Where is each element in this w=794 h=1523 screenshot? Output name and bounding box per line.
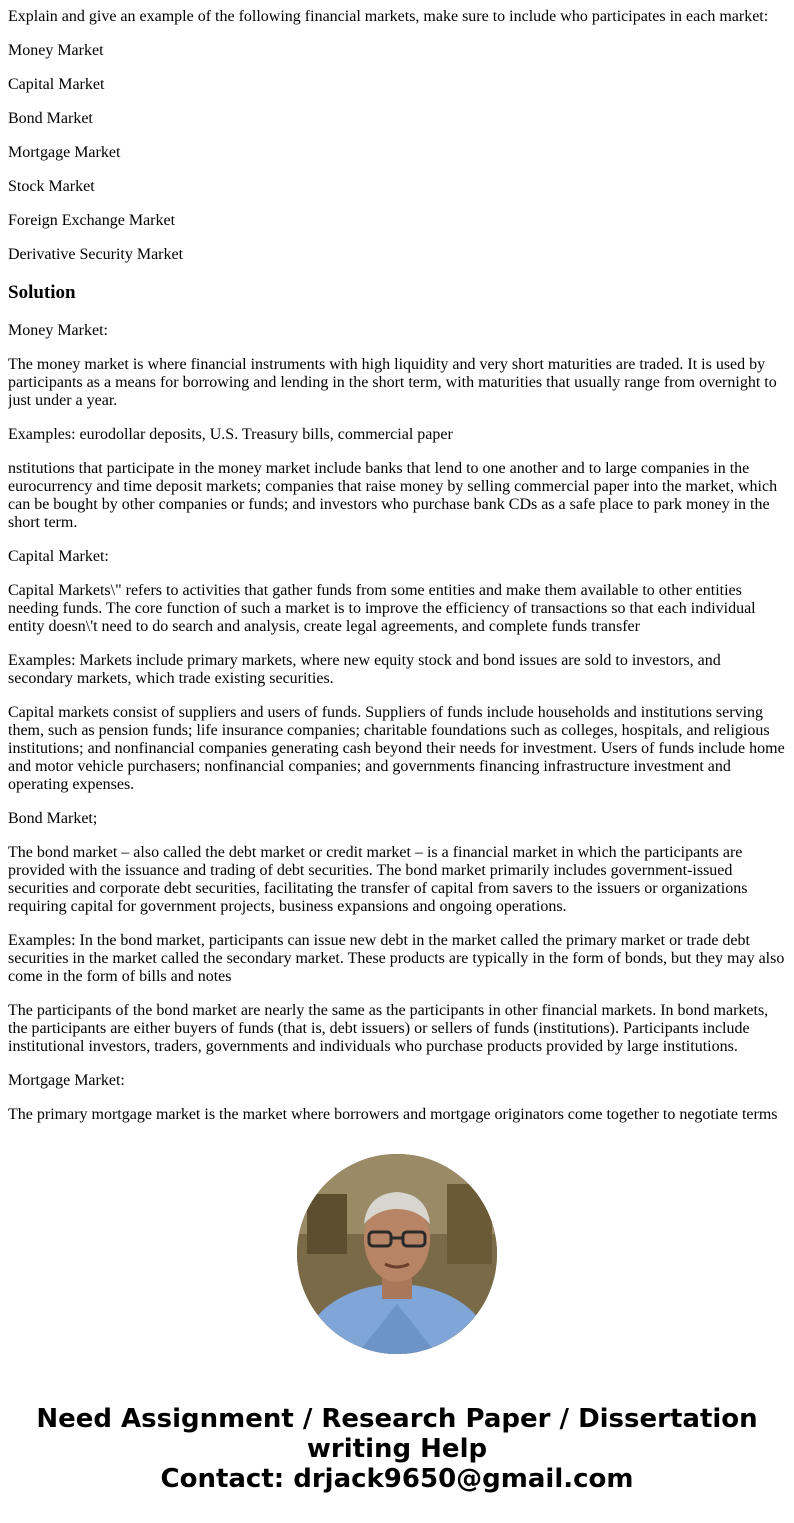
paragraph: The bond market – also called the debt market or credit market – is a financial market in which the participants are provided with the issuance and trading of debt securities. The bond market primarily includes government-issued securities and corporate debt securities, facilitating the transfer of capital from savers to the issuers or organizations requiring capital for government projects, business expansions and ongoing operations. [8, 844, 748, 915]
section-heading: Mortgage Market: [8, 1072, 125, 1089]
section-heading: Capital Market: [8, 548, 109, 565]
market-list-item: Stock Market [8, 178, 95, 195]
promo-contact[interactable]: Contact: drjack9650@gmail.com [160, 1464, 634, 1494]
market-list-item: Derivative Security Market [8, 246, 184, 263]
paragraph: The primary mortgage market is the market where borrowers and mortgage originators come together to negotiate terms [8, 1106, 778, 1123]
paragraph: Examples: Markets include primary markets, where new equity stock and bond issues are sold to investors, and secondary markets, which trade existing securities. [8, 652, 721, 687]
market-list-item: Bond Market [8, 110, 93, 127]
promo-line: writing Help [306, 1434, 488, 1464]
paragraph: Examples: eurodollar deposits, U.S. Treasury bills, commercial paper [8, 426, 453, 443]
avatar [297, 1154, 497, 1354]
person-photo-icon [297, 1154, 497, 1354]
paragraph: nstitutions that participate in the money market include banks that lend to one another and to large companies in the eurocurrency and time deposit markets; companies that raise money by selling commercial paper into the market, which can be bought by other companies or funds; and investors who purchase bank CDs as a safe place to park money in the short term. [8, 460, 778, 531]
market-list-item: Mortgage Market [8, 144, 121, 161]
paragraph: Capital markets consist of suppliers and users of funds. Suppliers of funds include households and institutions serving them, such as pension funds; life insurance companies; charitable foundations such as colleges, hospitals, and religious institutions; and nonfinancial companies generating cash beyond their needs for investment. Users of funds include home and motor vehicle purchasers; nonfinancial companies; and governments financing infrastructure investment and operating expenses. [8, 704, 785, 793]
section-heading: Bond Market; [8, 810, 98, 827]
promo-overlay [0, 1124, 794, 1523]
market-list-item: Capital Market [8, 76, 105, 93]
solution-heading: Solution [8, 282, 76, 303]
paragraph: Examples: In the bond market, participants can issue new debt in the market called the primary market or trade debt securities in the market called the secondary market. These products are typically in the form of bonds, but they may also come in the form of bills and notes [8, 932, 785, 985]
paragraph: Capital Markets\" refers to activities that gather funds from some entities and make them available to other entities needing funds. The core function of such a market is to improve the efficiency of transactions so that each individual entity doesn\'t need to do search and analysis, create legal agreements, and complete funds transfer [8, 582, 756, 635]
paragraph: The money market is where financial instruments with high liquidity and very short maturities are traded. It is used by participants as a means for borrowing and lending in the short term, with maturities that usually range from overnight to just under a year. [8, 356, 777, 409]
promo-text [0, 1404, 794, 1494]
paragraph: The participants of the bond market are nearly the same as the participants in other financial markets. In bond markets, the participants are either buyers of funds (that is, debt issuers) or sellers of funds (institutions). Participants include institutional investors, traders, governments and individuals who purchase products provided by large institutions. [8, 1002, 769, 1055]
document-body [8, 0, 786, 1124]
promo-line: Need Assignment / Research Paper / Dissertation [36, 1404, 758, 1434]
section-heading: Money Market: [8, 322, 108, 339]
market-list-item: Foreign Exchange Market [8, 212, 176, 229]
market-list-item: Money Market [8, 42, 104, 59]
question-text: Explain and give an example of the following financial markets, make sure to include who participates in each market: [8, 8, 769, 25]
